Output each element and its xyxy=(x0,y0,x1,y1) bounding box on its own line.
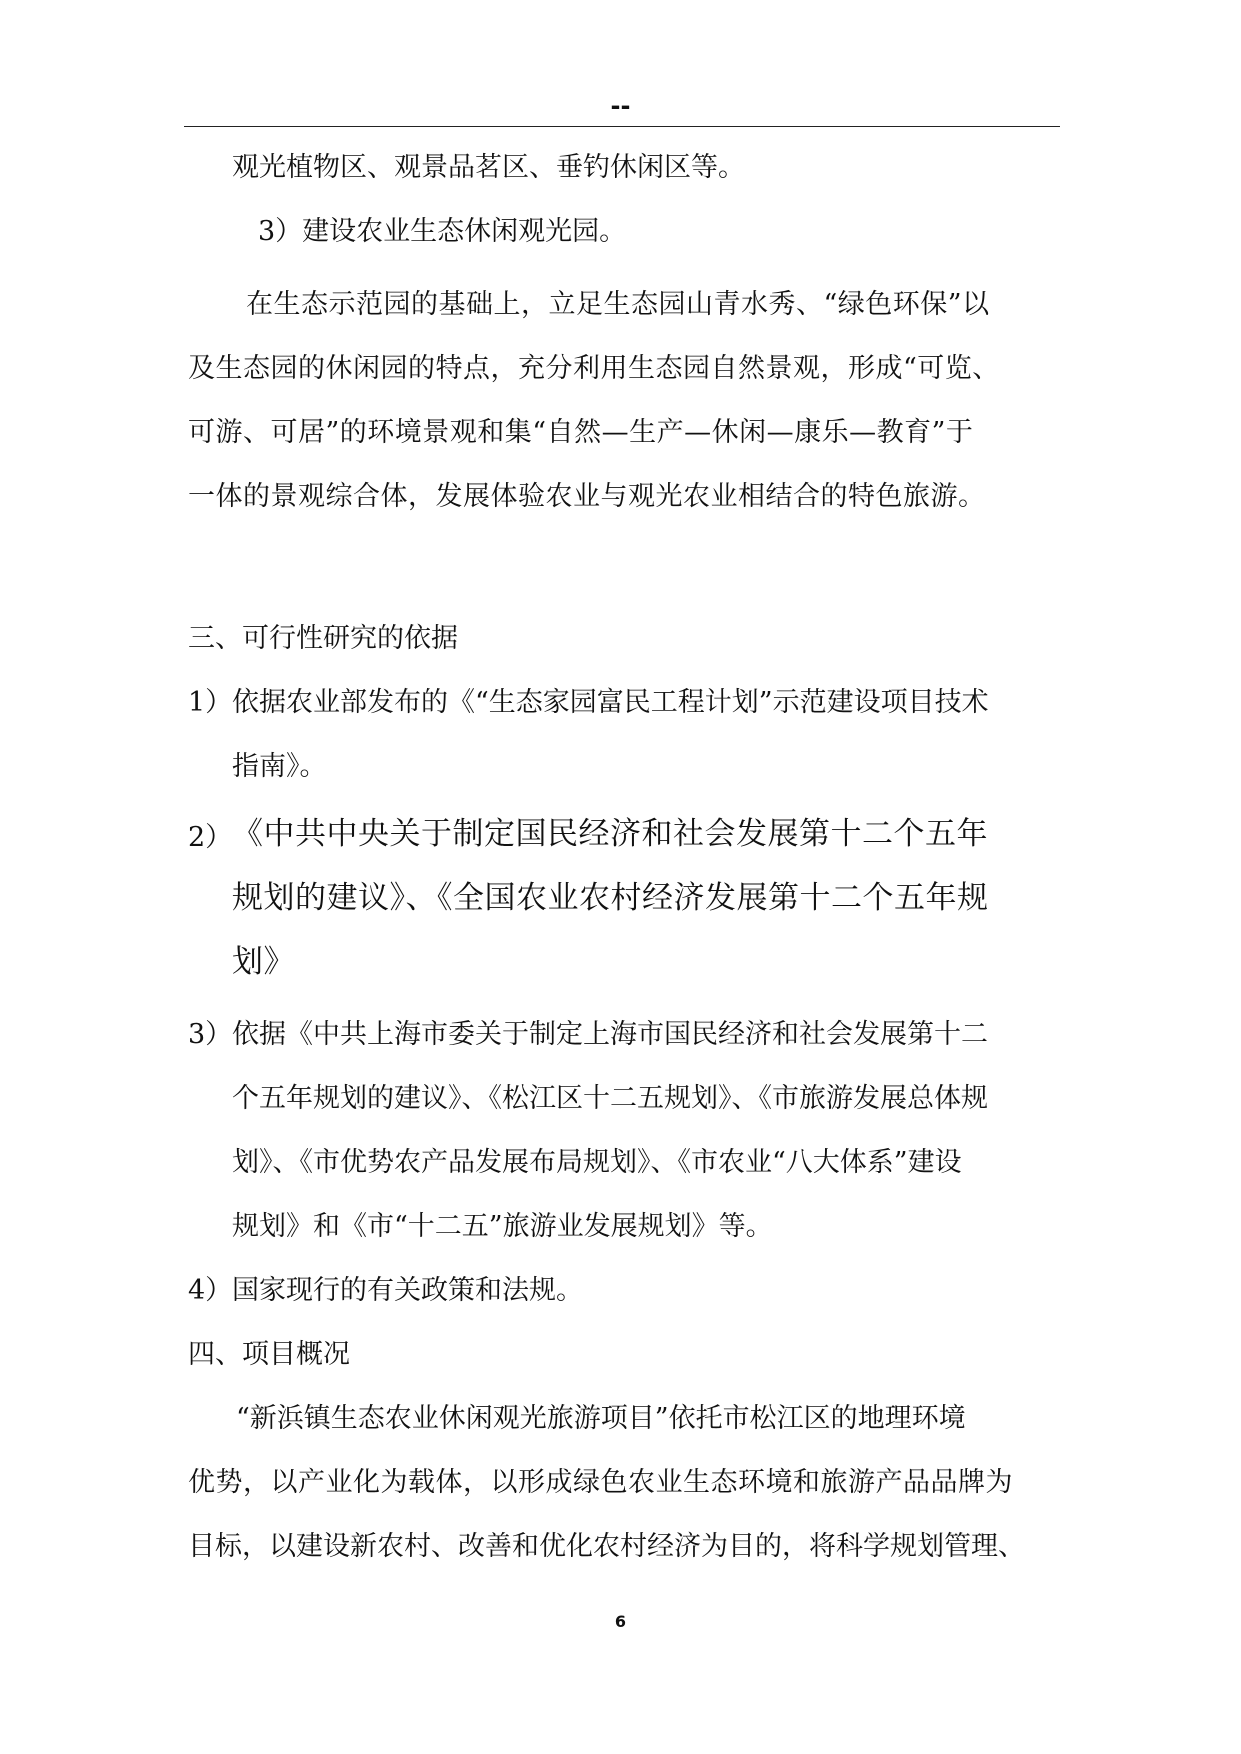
section-heading: 四、项目概况 xyxy=(188,1339,350,1370)
list-item-line: 划》、《市优势农产品发展布局规划》、《市农业“八大体系”建设 xyxy=(232,1147,962,1178)
list-item-line: 指南》。 xyxy=(232,751,327,782)
list-item-line: 规划的建议》、《全国农业农村经济发展第十二个五年规 xyxy=(232,880,989,916)
list-item-line: 依据农业部发布的《“生态家园富民工程计划”示范建设项目技术 xyxy=(232,687,989,718)
text-line: 在生态示范园的基础上，立足生态园山青水秀、“绿色环保”以 xyxy=(246,289,990,320)
list-item-line: 依据《中共上海市委关于制定上海市国民经济和社会发展第十二 xyxy=(232,1019,988,1050)
section-heading: 三、可行性研究的依据 xyxy=(188,623,458,654)
header-mark: -- xyxy=(610,92,631,120)
list-number: 2） xyxy=(188,822,233,853)
text-line: 目标，以建设新农村、改善和优化农村经济为目的，将科学规划管理、 xyxy=(188,1531,1025,1562)
page-number: 6 xyxy=(614,1612,627,1631)
list-number: 3） xyxy=(188,1019,233,1050)
text-line: 可游、可居”的环境景观和集“自然—生产—休闲—康乐—教育”于 xyxy=(188,417,974,448)
list-number: 4） xyxy=(188,1275,233,1306)
text-line: 优势，以产业化为载体，以形成绿色农业生态环境和旅游产品品牌为 xyxy=(188,1467,1013,1498)
list-item-line: 规划》和《市“十二五”旅游业发展规划》等。 xyxy=(232,1211,773,1242)
text-line: 3）建设农业生态休闲观光园。 xyxy=(258,216,627,247)
list-item-line: 国家现行的有关政策和法规。 xyxy=(232,1275,583,1306)
text-line: 一体的景观综合体，发展体验农业与观光农业相结合的特色旅游。 xyxy=(188,481,986,512)
text-line: “新浜镇生态农业休闲观光旅游项目”依托市松江区的地理环境 xyxy=(236,1403,966,1434)
text-line: 观光植物区、观景品茗区、垂钓休闲区等。 xyxy=(232,152,745,183)
list-number: 1） xyxy=(188,687,233,718)
list-item-line: 个五年规划的建议》、《松江区十二五规划》、《市旅游发展总体规 xyxy=(232,1083,988,1114)
text-line: 及生态园的休闲园的特点，充分利用生态园自然景观，形成“可览、 xyxy=(188,353,1000,384)
list-item-line: 划》 xyxy=(232,944,295,980)
header-rule xyxy=(184,126,1060,127)
list-item-line: 《中共中央关于制定国民经济和社会发展第十二个五年 xyxy=(232,816,988,852)
